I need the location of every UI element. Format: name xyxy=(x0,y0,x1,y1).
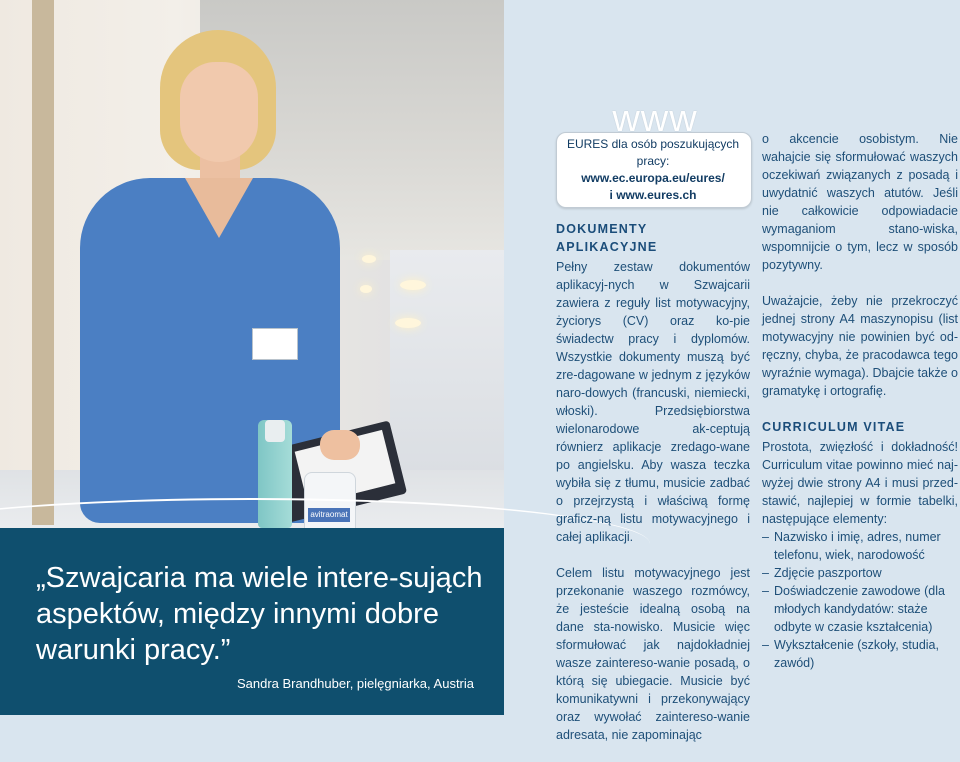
name-badge xyxy=(252,328,298,360)
paragraph: o akcencie osobistym. Nie wahajcie się sformułować waszych oczekiwań związanych z posadą i uwydatnić waszych atutów. Jeśli nie całkowicie odpowiadacie wymaganiom stano-wiska, wspomnijcie o tym, lecz w sposób pozytywny. xyxy=(762,132,958,272)
quote-text: „Szwajcaria ma wiele intere-sująch aspektów, między innymi dobre warunki pracy.” xyxy=(36,562,483,666)
www-line: EURES dla osób poszukujących xyxy=(566,137,740,151)
paragraph: Prostota, zwięzłość i dokładność! Curriculum vitae powinno mieć naj-wyżej dwie strony A4 i musi przed-stawić, najlepiej w formie tabelki, następujące elementy: xyxy=(762,440,958,526)
bottle-cap xyxy=(265,420,285,442)
cv-elements-list xyxy=(762,528,958,672)
ceiling-light xyxy=(362,255,376,263)
www-title: www xyxy=(612,98,698,140)
list-item: – Doświadczenie zawodowe (dla młodych kandydatów: staże odbyte w czasie kształcenia) xyxy=(762,582,958,636)
www-info-content xyxy=(560,136,746,204)
paragraph: Uważajcie, żeby nie przekroczyć jednej strony A4 maszynopisu (list motywacyjny nie powinien być od-ręczny, chyba, że pracodawca tego wyraźnie wymaga). Dbajcie także o gramatykę i ortografię. xyxy=(762,294,958,398)
list-item: – Nazwisko i imię, adres, numer telefonu, wiek, narodowość xyxy=(762,528,958,564)
quote-attribution: Sandra Brandhuber, pielęgniarka, Austria xyxy=(236,676,474,691)
list-item: – Zdjęcie paszportow xyxy=(762,564,958,582)
door-frame xyxy=(32,0,54,525)
face xyxy=(180,62,258,162)
section-heading: DOKUMENTY APLIKACYJNE xyxy=(556,222,658,254)
ceiling-light xyxy=(395,318,421,328)
ceiling-light xyxy=(360,285,372,293)
eures-ch-link[interactable]: i www.eures.ch xyxy=(609,188,697,202)
neckline xyxy=(185,178,253,238)
ceiling-light xyxy=(400,280,426,290)
paragraph: Pełny zestaw dokumentów aplikacyj-nych w Szwajcarii zawiera z reguły list motywacyjny, życiorys (CV) oraz ko-pie świadectw pracy i dyplomów. Wszystkie dokumenty muszą być zre-dagowane w jednym z języków naro-dowych (francuski, niemiecki, włoski). Przedsiębiorstwa wielonarodowe ak-ceptują równierz aplikacje zredago-wane po angielsku. Aby wasza teczka wybiła się z tłumu, musicie zadbać o przejrzystą i właściwą formę graficz-ną listu motywacyjnego i całej aplikacji. xyxy=(556,260,750,544)
text-column-1 xyxy=(556,220,750,762)
bottle-label: avitraomat xyxy=(308,508,350,522)
list-item: – Wykształcenie (szkoły, studia, zawód) xyxy=(762,636,958,672)
paragraph: Celem listu motywacyjnego jest przekonanie waszego rozmówcy, że jesteście idealną osobą na dane sta-nowisko. Musicie więc sformułować jak najdokładniej wasze zaintereso-wanie posadą, o którą się ubiegacie. Musicie być komunikatywni i przekonywający oraz wywołać zaintereso-wanie adresata, nie zapominając xyxy=(556,566,750,742)
eures-link[interactable]: www.ec.europa.eu/eures/ xyxy=(581,171,725,185)
text-column-2 xyxy=(762,130,958,672)
www-line: pracy: xyxy=(636,154,670,168)
hand xyxy=(320,430,360,460)
section-heading: CURRICULUM VITAE xyxy=(762,420,906,434)
